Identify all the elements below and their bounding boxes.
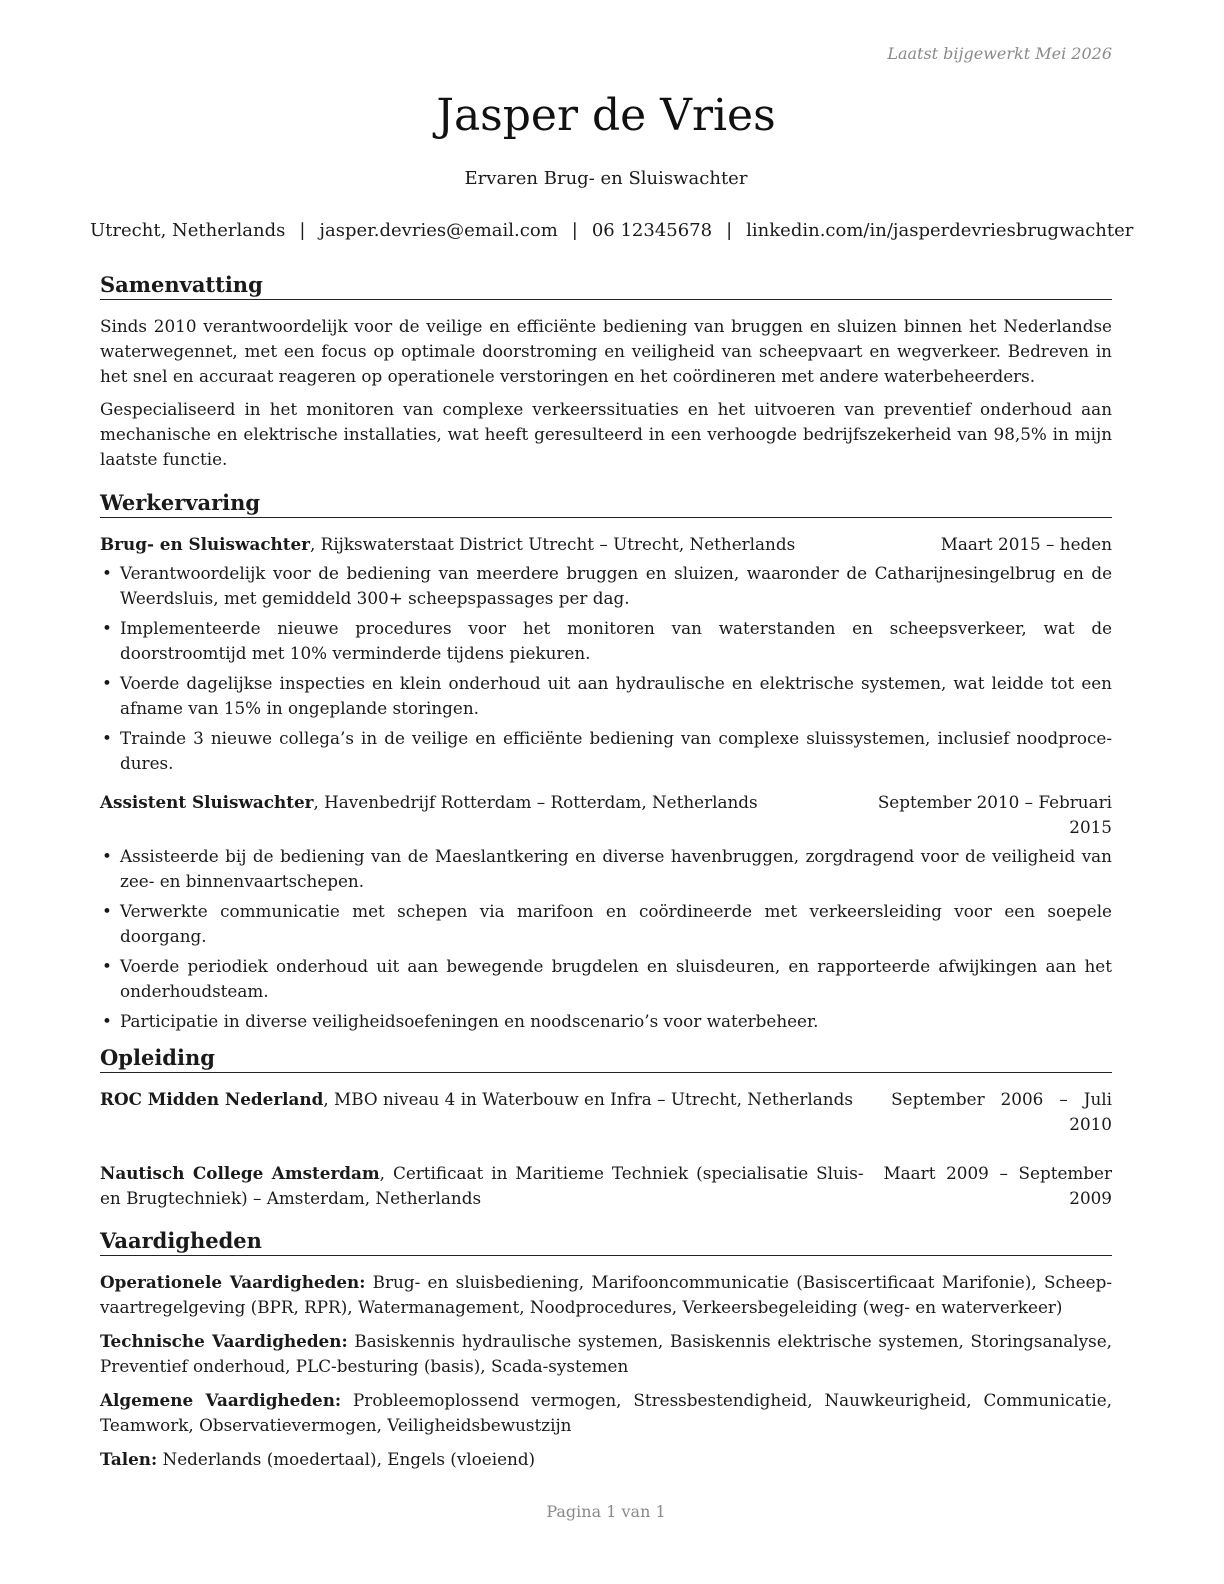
- contact-line: [90, 219, 1134, 243]
- job-bullet: • Trainde 3 nieuwe collega’s in de veilige en efficiënte bediening van complexe sluissystemen, inclusief noodproce-dures.: [100, 726, 1112, 776]
- job-dates: September 2010 – Februari 2015: [877, 792, 1112, 837]
- candidate-title: Ervaren Brug- en Sluiswachter: [464, 168, 748, 189]
- contact-separator: |: [299, 220, 306, 241]
- job-role: Brug- en Sluiswachter: [100, 534, 311, 554]
- section-title-education: Opleiding: [100, 1045, 1112, 1073]
- skills-section: [100, 1228, 1112, 1481]
- education-dates: [863, 1161, 1112, 1211]
- job-bullet: • Assisteerde bij de bediening van de Maeslantkering en diverse havenbruggen, zorgdragend voor de veiligheid van zee- en binnenvaartschepen.: [100, 844, 1112, 894]
- job-bullet: • Implementeerde nieuwe procedures voor het monitoren van waterstanden en scheepsverkeer, wat de doorstroomtijd met 10% verminderde tijdens piekuren.: [100, 616, 1112, 666]
- contact-phone[interactable]: 06 12345678: [591, 220, 713, 241]
- education-dates-line: Maart 2009 – September: [883, 1163, 1112, 1183]
- skill-line: [100, 1270, 1112, 1320]
- skill-text: Basiskennis hydraulische systemen, Basiskennis elektrische systemen, Storingsanalyse, Preventief onderhoud, PLC-besturing (basis), Scada-systemen: [100, 1331, 1112, 1376]
- education-dates-line: September 2006 – Juli: [891, 1089, 1112, 1109]
- summary-paragraph: Sinds 2010 verantwoordelijk voor de veilige en efficiënte bediening van bruggen en sluizen binnen het Nederlandse waterwegennet, met een focus op optimale doorstroming en veiligheid van scheepvaart en wegverkeer. Bedreven in het snel en accuraat reageren op operationele verstoringen en het coördineren met andere waterbeheerders.: [100, 316, 1112, 386]
- education-program: , MBO niveau 4 in Waterbouw en Infra – Utrecht, Netherlands: [323, 1089, 853, 1109]
- job-bullet: • Verantwoordelijk voor de bediening van meerdere bruggen en sluizen, waaronder de Catharijnesingelbrug en de Weerdsluis, met gemiddeld 300+ scheepspassages per dag.: [100, 561, 1112, 611]
- skill-label: Technische Vaardigheden:: [100, 1331, 348, 1351]
- education-detail: [100, 1087, 871, 1137]
- job-bullets: [100, 844, 1112, 1034]
- education-entry: [100, 1161, 1112, 1211]
- page-footer: Pagina 1 van 1: [546, 1502, 666, 1521]
- skill-label: Operationele Vaardigheden:: [100, 1272, 366, 1292]
- job-entry: [100, 790, 1112, 1034]
- education-school: ROC Midden Nederland: [100, 1089, 324, 1109]
- skill-text: Probleemoplossend vermogen, Stressbestendigheid, Nauwkeurigheid, Communicatie, Teamwork, Observatievermogen, Veiligheidsbewustzijn: [100, 1390, 1112, 1435]
- contact-separator: |: [726, 220, 733, 241]
- job-employer: , Rijkswaterstaat District Utrecht – Utrecht, Netherlands: [310, 534, 796, 554]
- contact-linkedin[interactable]: linkedin.com/in/jasperdevriesbrugwachter: [746, 220, 1134, 241]
- skill-label: Algemene Vaardigheden:: [100, 1390, 342, 1410]
- summary-section: [100, 272, 1112, 480]
- skill-line: [100, 1447, 1112, 1472]
- skill-text: Brug- en sluisbediening, Marifooncommunicatie (Basiscertificaat Marifonie), Scheep-vaartregelgeving (BPR, RPR), Watermanagement, Noodprocedures, Verkeersbegeleiding (weg- en waterverkeer): [100, 1272, 1112, 1317]
- section-title-experience: Werkervaring: [100, 490, 1112, 518]
- education-program: , Certificaat in Maritieme Techniek (specialisatie Sluis- en Brugtechniek) – Amsterdam, Netherlands: [100, 1163, 864, 1208]
- contact-email[interactable]: jasper.devries@email.com: [319, 220, 558, 241]
- experience-section: [100, 490, 1112, 1039]
- job-bullet: • Participatie in diverse veiligheidsoefeningen en noodscenario’s voor waterbeheer.: [100, 1009, 1112, 1034]
- job-employer: , Havenbedrijf Rotterdam – Rotterdam, Netherlands: [313, 792, 758, 812]
- job-role: Assistent Sluiswachter: [100, 792, 314, 812]
- resume-page: [90, 0, 1134, 1584]
- education-detail: [100, 1161, 863, 1211]
- job-role-line: [100, 790, 758, 840]
- job-header: [100, 532, 1112, 557]
- section-title-skills: Vaardigheden: [100, 1228, 1112, 1256]
- last-updated: Laatst bijgewerkt Mei 2026: [887, 44, 1112, 63]
- education-dates-line: 2009: [1069, 1188, 1112, 1208]
- job-bullet: • Voerde periodiek onderhoud uit aan bewegende brugdelen en sluisdeuren, en rapporteerde afwijkingen aan het onderhoudsteam.: [100, 954, 1112, 1004]
- education-dates: [871, 1087, 1112, 1137]
- education-school: Nautisch College Amsterdam: [100, 1163, 380, 1183]
- skill-line: [100, 1329, 1112, 1379]
- job-bullets: [100, 561, 1112, 776]
- job-bullet: • Verwerkte communicatie met schepen via marifoon en coördineerde met verkeersleiding voor een soepele doorgang.: [100, 899, 1112, 949]
- job-header: [100, 790, 1112, 840]
- contact-separator: |: [571, 220, 578, 241]
- job-bullet: • Voerde dagelijkse inspecties en klein onderhoud uit aan hydraulische en elektrische systemen, wat leidde tot een afname van 15% in ongeplande storingen.: [100, 671, 1112, 721]
- contact-location: Utrecht, Netherlands: [90, 220, 286, 241]
- candidate-name: Jasper de Vries: [436, 90, 776, 141]
- summary-paragraph: Gespecialiseerd in het monitoren van complexe verkeerssituaties en het uitvoeren van preventief onderhoud aan mechanische en elektrische installaties, wat heeft geresulteerd in een verhoogde bedrijfszekerheid van 98,5% in mijn laatste functie.: [100, 399, 1112, 469]
- skill-label: Talen:: [100, 1449, 158, 1469]
- job-role-line: [100, 532, 795, 557]
- job-dates: Maart 2015 – heden: [940, 534, 1112, 554]
- skill-text: Nederlands (moedertaal), Engels (vloeiend): [157, 1449, 536, 1469]
- job-entry: [100, 532, 1112, 776]
- education-entry: [100, 1087, 1112, 1137]
- skill-line: [100, 1388, 1112, 1438]
- section-title-summary: Samenvatting: [100, 272, 1112, 300]
- education-section: [100, 1045, 1112, 1211]
- education-dates-line: 2010: [1069, 1114, 1112, 1134]
